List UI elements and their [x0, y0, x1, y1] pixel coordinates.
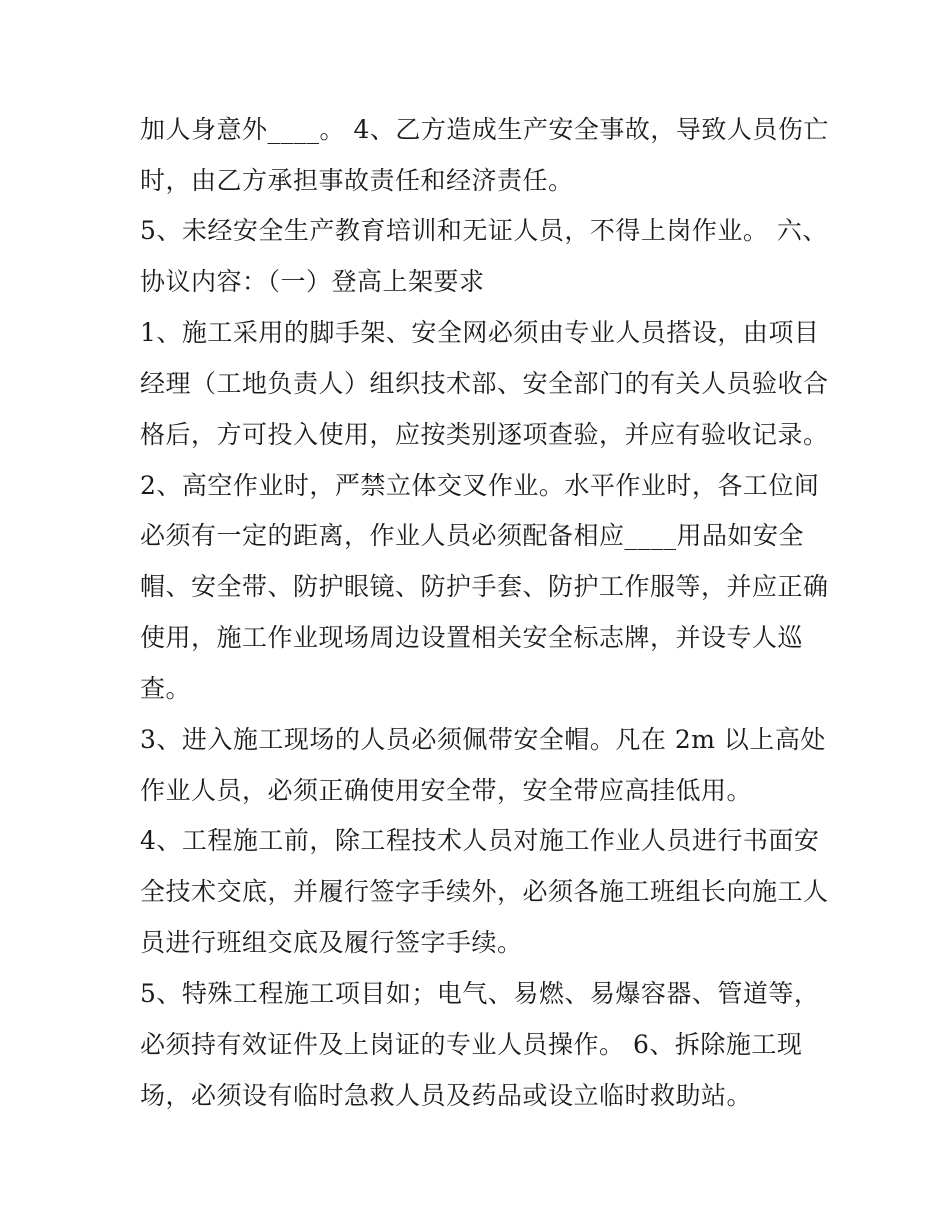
text-line: 加人身意外____。 4、乙方造成生产安全事故，导致人员伤亡	[140, 115, 829, 144]
text-line: 协议内容：（一）登高上架要求	[140, 267, 485, 296]
text-line: 3、进入施工现场的人员必须佩带安全帽。凡在 2m 以上高处	[140, 725, 826, 754]
text-line: 员进行班组交底及履行签字手续。	[140, 928, 523, 957]
text-line: 使用，施工作业现场周边设置相关安全标志牌，并设专人巡	[140, 623, 804, 652]
text-line: 全技术交底，并履行签字手续外，必须各施工班组长向施工人	[140, 877, 829, 906]
text-line: 经理（工地负责人）组织技术部、安全部门的有关人员验收合	[140, 369, 829, 398]
text-line: 作业人员，必须正确使用安全带，安全带应高挂低用。	[140, 776, 753, 805]
text-line: 帽、安全带、防护眼镜、防护手套、防护工作服等，并应正确	[140, 572, 829, 601]
text-line: 场，必须设有临时急救人员及药品或设立临时救助站。	[140, 1081, 753, 1110]
text-line: 5、未经安全生产教育培训和无证人员，不得上岗作业。 六、	[140, 216, 828, 245]
text-line: 1、施工采用的脚手架、安全网必须由专业人员搭设，由项目	[140, 318, 820, 347]
text-line: 必须持有效证件及上岗证的专业人员操作。 6、拆除施工现	[140, 1030, 803, 1059]
text-line: 4、工程施工前，除工程技术人员对施工作业人员进行书面安	[140, 826, 820, 855]
text-line: 必须有一定的距离，作业人员必须配备相应____用品如安全	[140, 521, 805, 550]
text-line: 格后，方可投入使用，应按类别逐项查验，并应有验收记录。	[140, 420, 829, 449]
text-line: 2、高空作业时，严禁立体交叉作业。水平作业时，各工位间	[140, 471, 820, 500]
text-line: 查。	[140, 674, 192, 703]
text-line: 5、特殊工程施工项目如；电气、易燃、易爆容器、管道等，	[140, 979, 820, 1008]
text-line: 时，由乙方承担事故责任和经济责任。	[140, 166, 574, 195]
